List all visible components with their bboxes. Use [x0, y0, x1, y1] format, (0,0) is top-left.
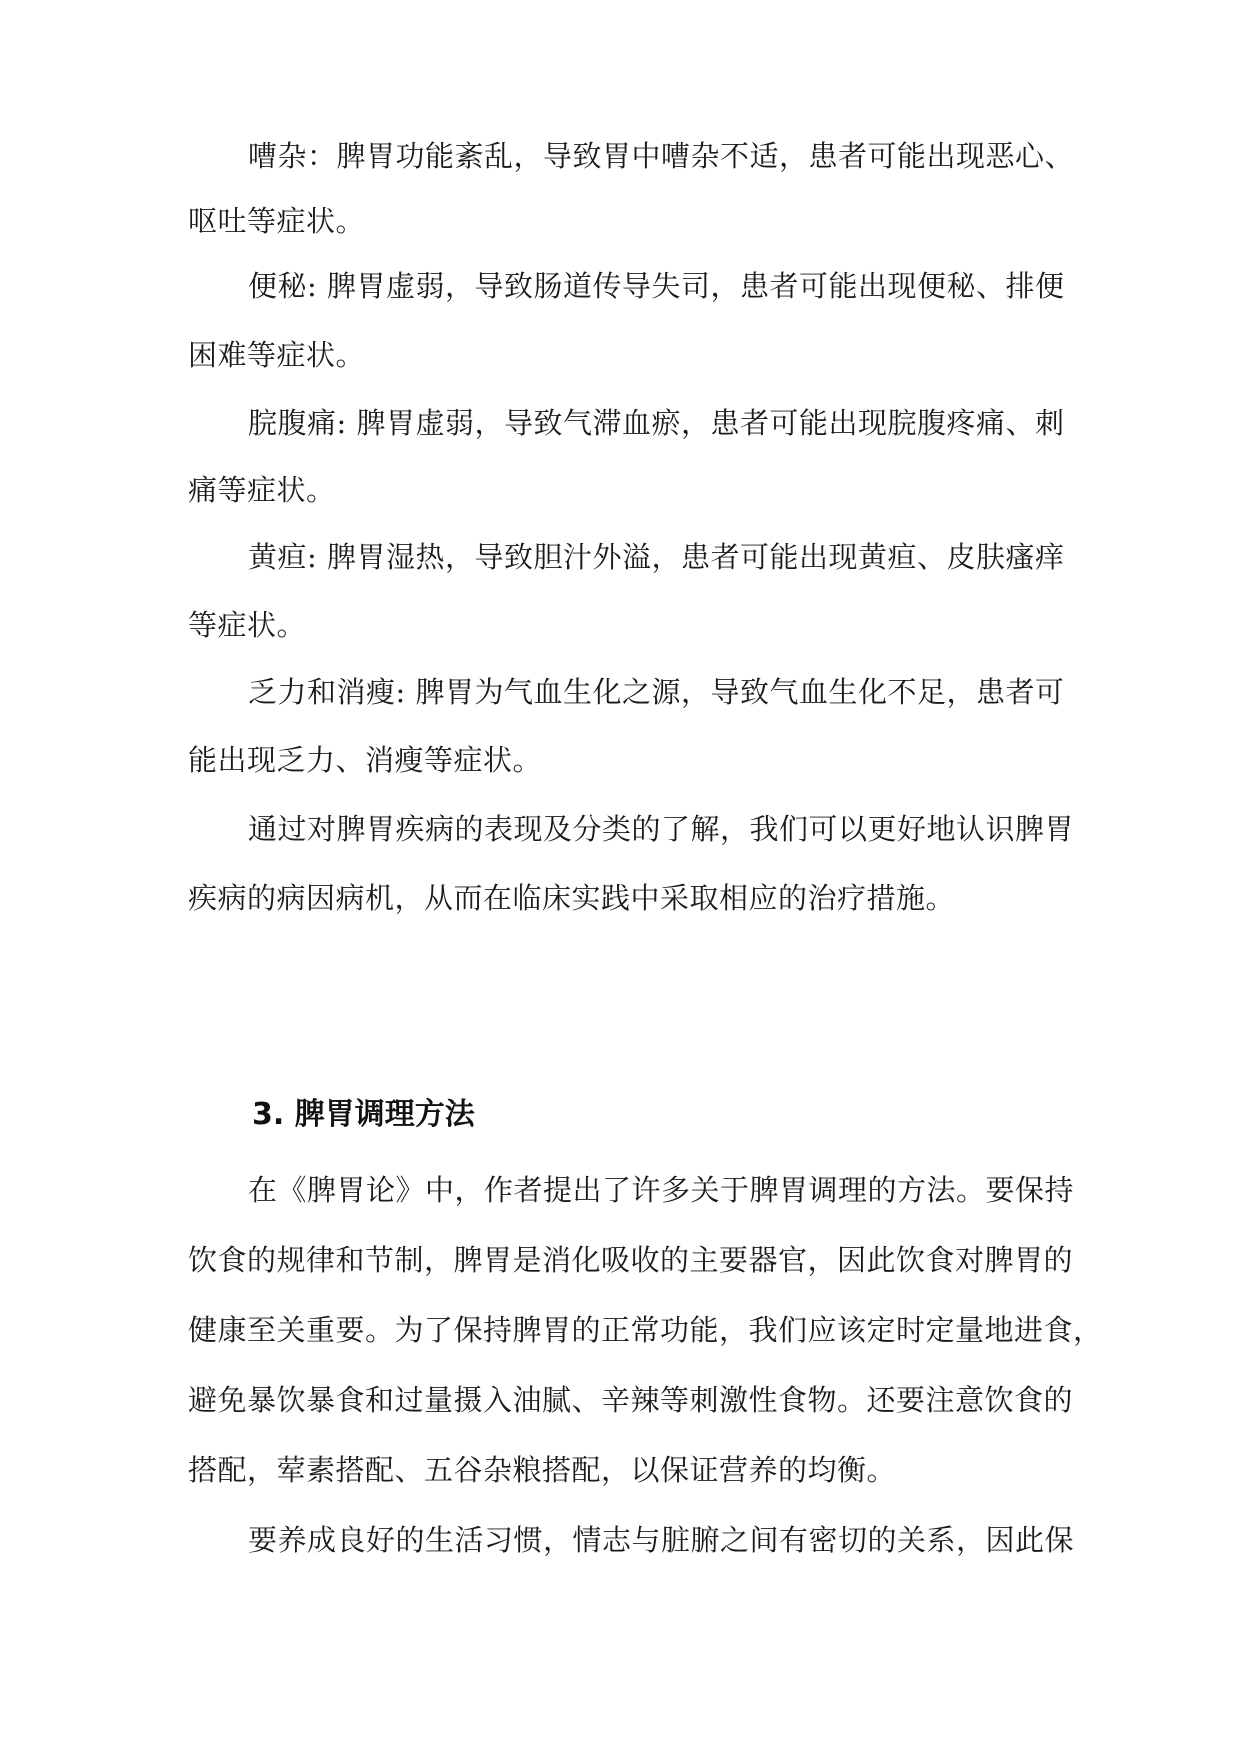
paragraph-line: 要养成良好的生活习惯，情志与脏腑之间有密切的关系，因此保: [248, 1523, 1075, 1557]
paragraph-line: 避免暴饮暴食和过量摄入油腻、辛辣等刺激性食物。还要注意饮食的: [188, 1383, 1074, 1417]
section-heading: 3. 脾胃调理方法: [252, 1097, 475, 1132]
paragraph-line: 困难等症状。: [188, 338, 366, 372]
paragraph-line: 等症状。: [188, 608, 307, 642]
paragraph-line: 搭配，荤素搭配、五谷杂粮搭配，以保证营养的均衡。: [188, 1453, 897, 1487]
paragraph-line: 疾病的病因病机，从而在临床实践中采取相应的治疗措施。: [188, 881, 956, 915]
paragraph-line: 饮食的规律和节制，脾胃是消化吸收的主要器官，因此饮食对脾胃的: [188, 1243, 1074, 1277]
paragraph-line: 在《脾胃论》中，作者提出了许多关于脾胃调理的方法。要保持: [248, 1173, 1075, 1207]
paragraph-line: 通过对脾胃疾病的表现及分类的了解，我们可以更好地认识脾胃: [248, 812, 1075, 846]
paragraph-line: 乏力和消瘦: 脾胃为气血生化之源，导致气血生化不足，患者可: [248, 675, 1065, 709]
paragraph-line: 健康至关重要。为了保持脾胃的正常功能，我们应该定时定量地进食，: [188, 1313, 1103, 1347]
paragraph-line: 能出现乏力、消瘦等症状。: [188, 743, 543, 777]
paragraph-line: 便秘: 脾胃虚弱，导致肠道传导失司，患者可能出现便秘、排便: [248, 269, 1065, 303]
paragraph-line: 呕吐等症状。: [188, 204, 366, 238]
paragraph-line: 黄疸: 脾胃湿热，导致胆汁外溢，患者可能出现黄疸、皮肤瘙痒: [248, 540, 1065, 574]
paragraph-line: 痛等症状。: [188, 473, 336, 507]
paragraph-line: 脘腹痛: 脾胃虚弱，导致气滞血瘀，患者可能出现脘腹疼痛、刺: [248, 406, 1065, 440]
paragraph-line: 嘈杂：脾胃功能紊乱，导致胃中嘈杂不适，患者可能出现恶心、: [248, 139, 1075, 173]
